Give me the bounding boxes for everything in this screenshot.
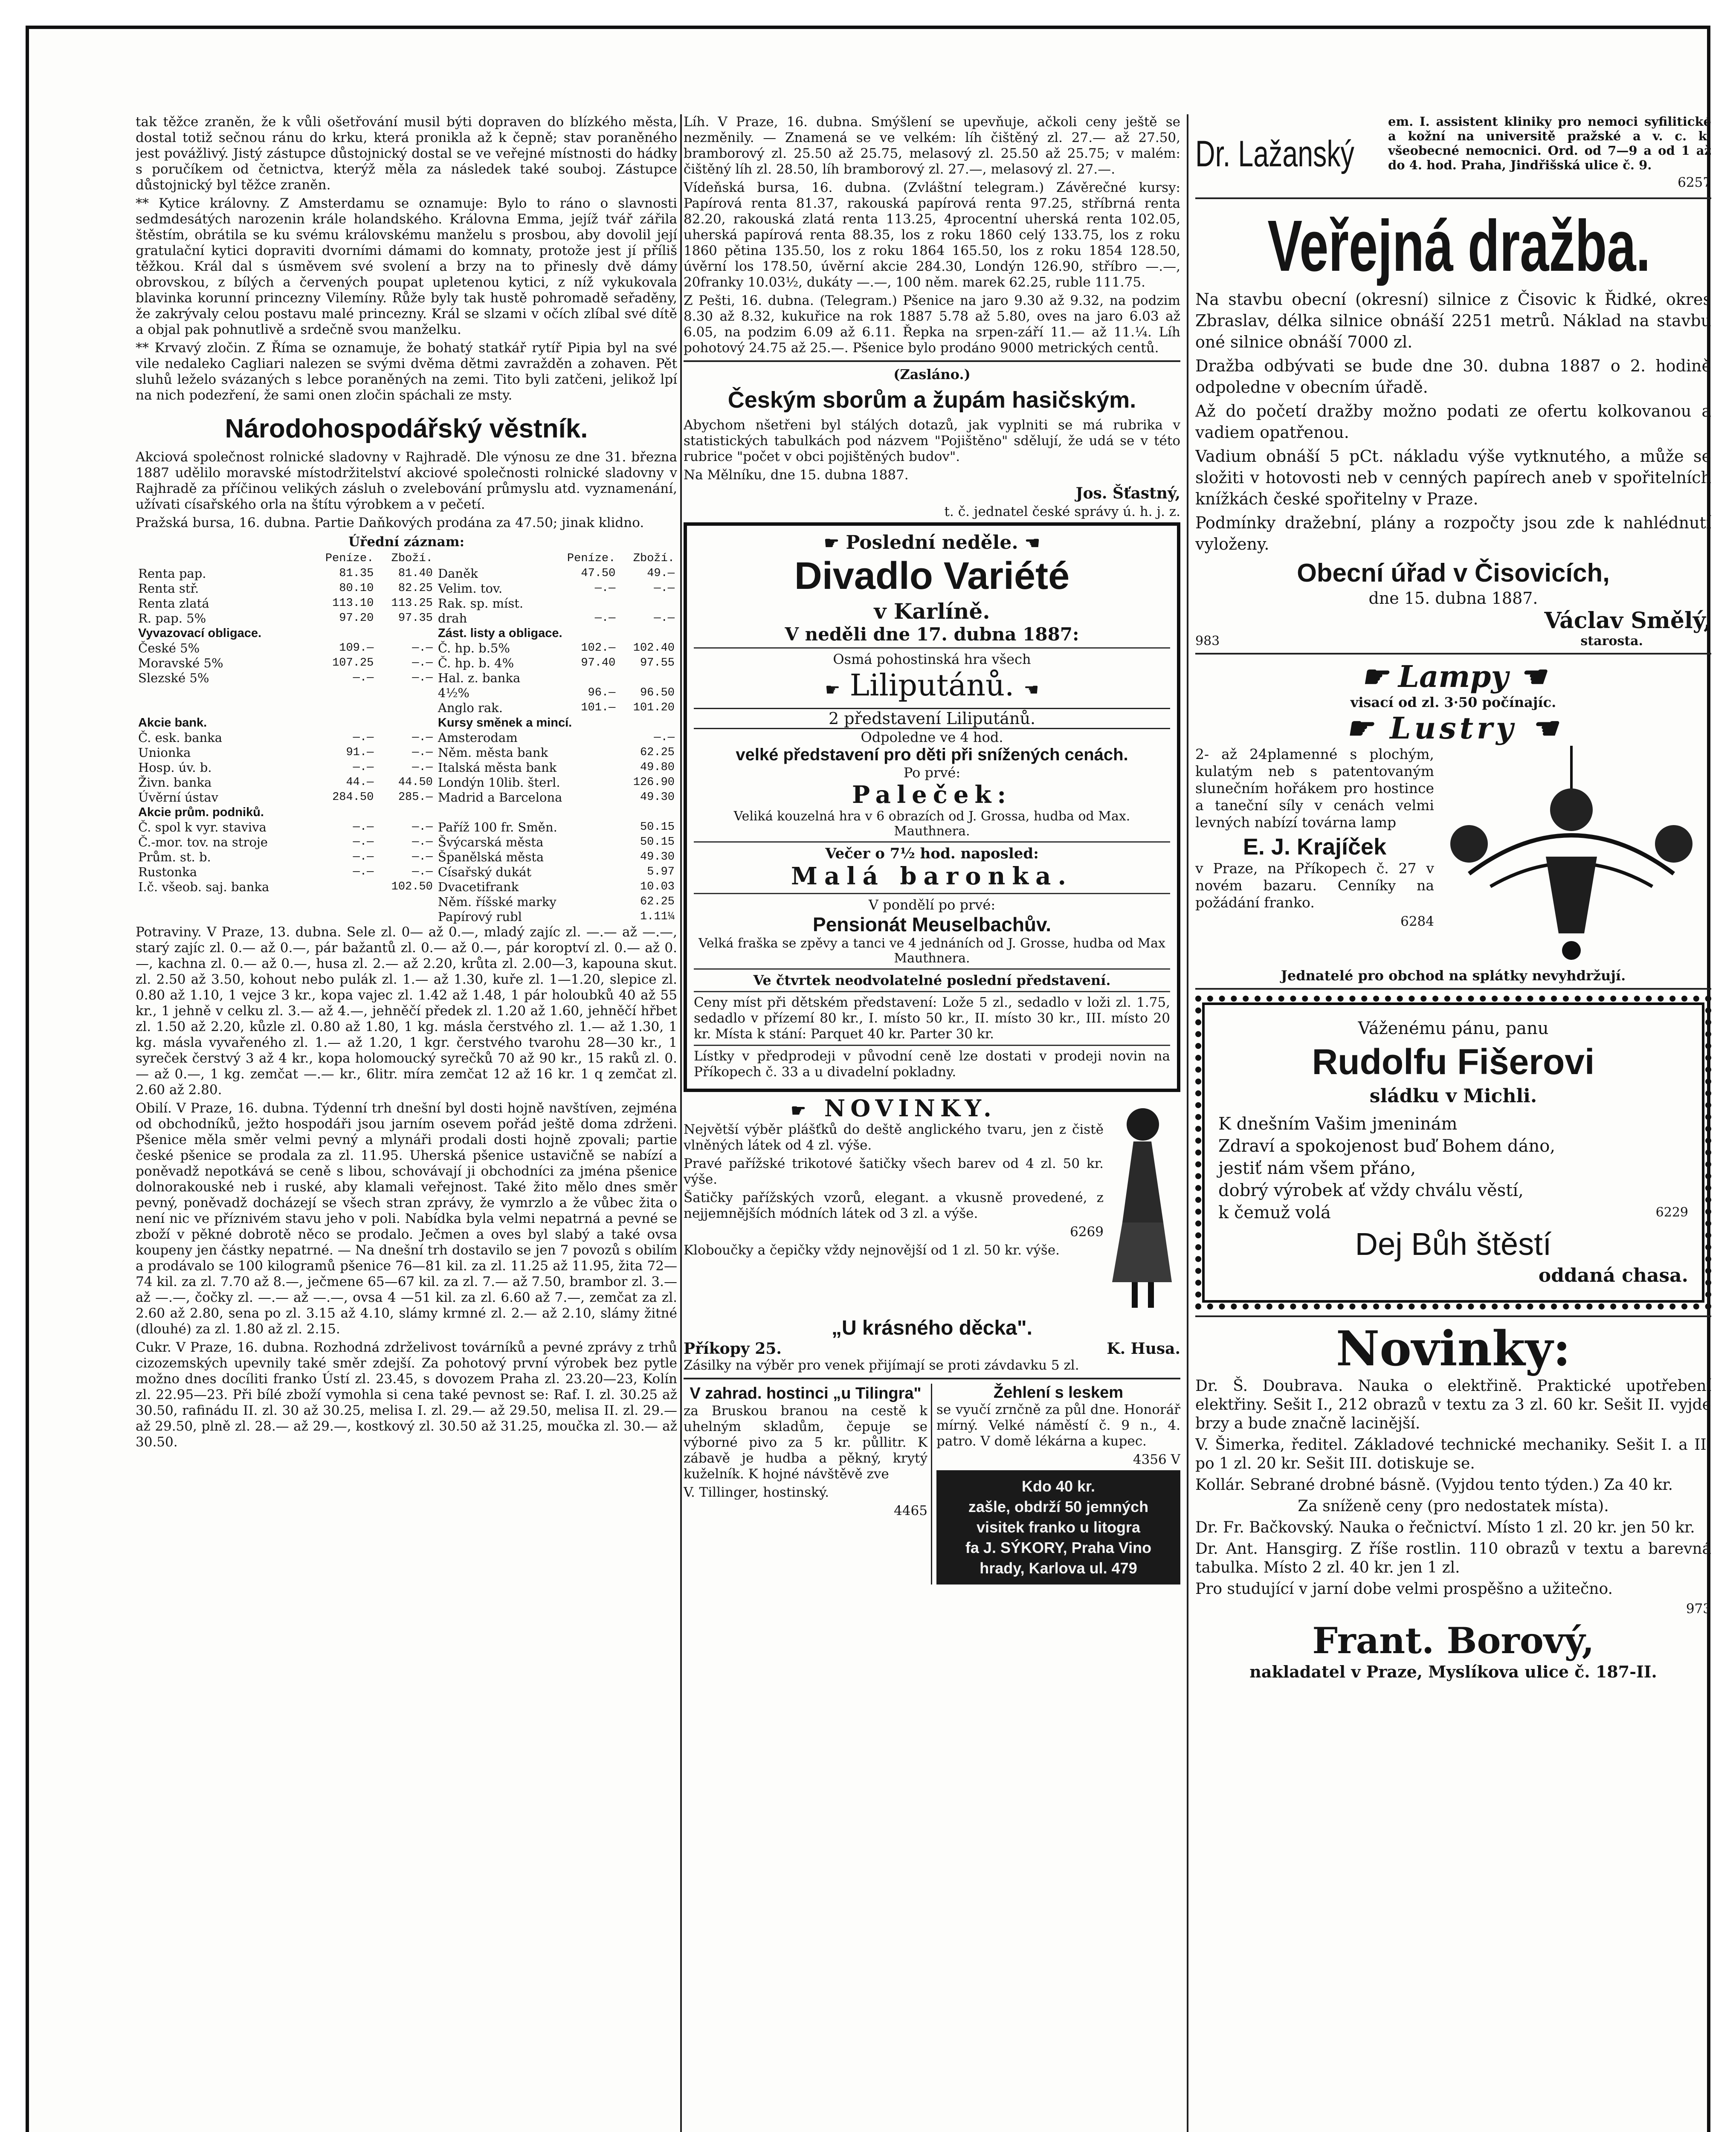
zaslano-place: Na Mělníku, dne 15. dubna 1887. bbox=[684, 467, 909, 483]
novinky-item: Pravé pařížské trikotové šatičky všech barev od 4 zl. 50 kr. výše. bbox=[684, 1156, 1104, 1187]
ticket-prices: Ceny míst při dětském představení: Lože 5 zl., sedadlo v loži zl. 1.75, sedadlo v přízemí 80 kr., I. místo 50 kr., II. místo 30 kr., III. místo 20 kr. Místa k stání: Parquet 40 kr. Parter 30 kr. bbox=[694, 995, 1170, 1042]
zaslano-label: (Zasláno.) bbox=[893, 366, 971, 382]
novinky-item: Kloboučky a čepičky vždy nejnovější od 1 zl. 50 kr. výše. bbox=[684, 1243, 1060, 1258]
column-left bbox=[136, 114, 677, 2132]
auction-text: Vadium obnáší 5 pCt. nákladu výše vytknutého, a může se složiti v hotovosti neb v cenných papírech aneb v spořitelních knížkách české spořitelny v Praze. bbox=[1195, 447, 1711, 508]
novinky-item: Největší výběr plášťků do deště anglického tvaru, jen z čistě vlněných látek od 4 zl. výše. bbox=[684, 1122, 1104, 1153]
divider bbox=[1195, 197, 1711, 199]
table-row: Něm. říšské marky 62.25 bbox=[438, 895, 675, 909]
divider bbox=[1195, 988, 1711, 990]
greeting-blessing: Dej Bůh štěstí bbox=[1355, 1226, 1552, 1262]
market-paragraph: Potraviny. V Praze, 13. dubna. Sele zl. 0— až 0.—, mladý zajíc zl. —.— až —.—, starý zajíc zl. 0.— až 0.—, pár bažantů zl. 0.— až 0.—, pár koroptví zl. 0.— až 0.—, kachna zl. 0.— až 0.—, husa zl. 2.— až 2.20, krůta zl. 2.00—3, kapouna skut. zl. 2.50 až 3.50, kohout nebo pulák zl. 1.— až 1.30, kuře zl. 1—1.20, slepice zl. 0.80 až 1.10, 1 vejce 3 kr., kopa vajec zl. 1.42 až 1.48, 1 pár holoubků 40 až 55 kr., 1 jehně v celku zl. 3.— až 4.—, jehněčí předek zl. 1.20 až 1.60, jehněčí hřbet zl. 1.50 až 2.20, kůzle zl. 0.80 až 1.80, 1 kg. másla čerstvého zl. 1.— až 1.30, 1 kg. másla vyvařeného zl. 1.— až 1.20, 1 kgr. čerstvého tvarohu 28—30 kr., 1 syreček čerstvý 3 až 4 kr., kopa holomoucký syrečků 70 až 90 kr., 15 raků zl. 0.— až 0.—, 1 kg. zemčat —.— kr., 6litr. míra zemčat 12 až 16 kr. 1 q zemčat zl. 2.60 až 2.80. bbox=[136, 924, 677, 1098]
show-banner: 2 představení Liliputánů. bbox=[694, 708, 1170, 729]
play-title: Pensionát Meuselbachův. bbox=[813, 913, 1051, 936]
show-headline: velké představení pro děti při snížených cenách. bbox=[736, 745, 1128, 764]
zaslano-title: Českým sborům a župám hasičským. bbox=[727, 387, 1136, 413]
zaslano-signature: Jos. Šťastný, bbox=[1075, 484, 1180, 502]
ad-number: 6257 bbox=[1678, 175, 1711, 190]
ironing-text: se vyučí zrnčně za půl dne. Honorář mírný. Velké náměstí č. 9 n., 4. patro. V domě lékárna a kupec. bbox=[936, 1402, 1180, 1449]
novinky-ad bbox=[684, 1095, 1180, 1316]
table-row: Slezské 5% —.— —.— Hal. z. banka bbox=[138, 671, 521, 685]
pointing-hand-left-icon: ☚ bbox=[1024, 533, 1040, 553]
news-paragraph: ** Kytice královny. Z Amsterdamu se oznamuje: Bylo to ráno o slavnosti sedmdesátých narozenin krále holandského. Královna Emma, jejíž tvář zářila štěstím, obrátila se ku svému královskému manželu s prosbou, aby dovolil její gratulační kytici dopraviti dvorními dámami do komnaty, protože jest jí příliš těžkou. Král dal s úsměvem své svolení a brzy na to přinesly dvě dámy obrovskou, z bílých a červených poupat upletenou kytici, z níž vykukovala blavinka korunní princezny Vilemíny. Růže byly tak hustě pohromadě seřaděny, že zakrývaly celou postavu malé princezny. Král se slzami v očích zlíbal své dítě a objal pak pohnutlivě a srdečně svou manželku. bbox=[136, 196, 677, 337]
pointing-hand-left-icon: ☚ bbox=[1530, 710, 1561, 746]
lazansky-ad bbox=[1195, 114, 1711, 193]
books-title: Novinky: bbox=[1336, 1321, 1571, 1377]
tilinger-title: V zahrad. hostinci „u Tilingra" bbox=[690, 1385, 922, 1402]
books-ad bbox=[1195, 1321, 1711, 1681]
table-row: Živn. banka 44.— 44.50 Londýn 10lib. šterl. 126.90 bbox=[138, 775, 675, 790]
municipality-date: dne 15. dubna 1887. bbox=[1368, 589, 1538, 608]
bourse-intro: Pražská bursa, 16. dubna. Partie Daňkových prodána za 47.50; jinak klidno. bbox=[136, 515, 644, 530]
table-row: České 5% 109.— —.— Č. hp. b.5% 102.— 102.40 bbox=[138, 641, 675, 655]
divider bbox=[1195, 1315, 1711, 1317]
auction-text: Dražba odbývati se bude dne 30. dubna 1887 o 2. hodině odpoledne v obecním úřadě. bbox=[1195, 356, 1711, 397]
greeting-role: sládku v Michli. bbox=[1369, 1085, 1537, 1107]
merchant-address: v Praze, na Příkopech č. 27 v novém bazaru. Cenníky na požádání franko. bbox=[1195, 860, 1434, 911]
mayor-signature: Václav Smělý, bbox=[1544, 608, 1711, 634]
show-date: V neděli dne 17. dubna 1887: bbox=[785, 624, 1079, 645]
table-row: Unionka 91.— —.— Něm. města bank 62.25 bbox=[138, 745, 675, 760]
table-row: Renta pap. 81.35 81.40 Daněk 47.50 49.— bbox=[138, 566, 675, 581]
divider bbox=[694, 991, 1170, 992]
book-item: V. Šimerka, ředitel. Základové technické mechaniky. Sešit I. a II. po 1 zl. 20 kr. Sešit III. dotiskuje se. bbox=[1195, 1436, 1711, 1472]
divider bbox=[694, 1045, 1170, 1046]
ticket-sales: Lístky v předprodeji v původní ceně lze dostati v prodeji novin na Příkopech č. 33 a u divadelní pokladny. bbox=[694, 1049, 1170, 1080]
table-row: Anglo rak. 101.— 101.20 bbox=[438, 701, 675, 715]
greeting-name: Rudolfu Fišerovi bbox=[1312, 1042, 1595, 1082]
auction-text: Na stavbu obecní (okresní) silnice z Čisovic k Řidké, okres Zbraslav, délka silnice obnáší 2251 metrů. Náklad na stavbu oné silnice obnáší 7000 zl. bbox=[1195, 290, 1711, 351]
column-right bbox=[1195, 114, 1711, 2132]
pointing-hand-left-icon: ☚ bbox=[1519, 659, 1546, 694]
book-item: Pro studující v jarní dobe velmi prospěšno a užitečno. bbox=[1195, 1580, 1613, 1598]
column-divider bbox=[680, 114, 682, 2132]
divider bbox=[694, 647, 1170, 649]
table-row: Papírový rubl 1.11¼ bbox=[438, 910, 675, 924]
merchant-name: E. J. Krajíček bbox=[1243, 834, 1387, 860]
column-divider bbox=[1187, 114, 1188, 2132]
book-item: Za sníženě ceny (pro nedostatek místa). bbox=[1298, 1498, 1609, 1515]
municipality-name: Obecní úřad v Čisovicích, bbox=[1297, 559, 1610, 587]
book-item: Dr. Fr. Bačkovský. Nauka o řečnictví. Místo 1 zl. 20 kr. jen 50 kr. bbox=[1195, 1519, 1695, 1536]
ad-number: 4356 V bbox=[1133, 1452, 1180, 1467]
girl-dress-illustration bbox=[1104, 1095, 1180, 1316]
show-name: ☛ Liliputánů. ☚ bbox=[694, 667, 1170, 708]
novinky-item: Zásilky na výběr pro venek přijímají se proti závdavku 5 zl. bbox=[684, 1358, 1079, 1373]
divider bbox=[684, 1378, 1180, 1379]
pointing-hand-right-icon: ☛ bbox=[1361, 659, 1388, 694]
book-item: Dr. Ant. Hansgirg. Z říše rostlin. 110 obrazů v textu a barevná tabulka. Místo 2 zl. 40 kr. jen 1 zl. bbox=[1195, 1540, 1711, 1576]
ad-number: 6269 bbox=[1070, 1224, 1104, 1240]
novinky-item: Šatičky pařížských vzorů, elegant. a vkusně provedené, z nejjemnějších módních látek od 3 zl. a výše. bbox=[684, 1190, 1104, 1221]
tilinger-ad bbox=[684, 1384, 932, 1585]
chandelier-illustration bbox=[1439, 746, 1704, 968]
greeting-signature: oddaná chasa. bbox=[1538, 1265, 1688, 1286]
table-row: Č.-mor. tov. na stroje —.— —.— Švýcarská města 50.15 bbox=[138, 835, 675, 849]
book-item: Dr. Š. Doubrava. Nauka o elektřině. Praktické upotřebení elektřiny. Sešit I., 212 obrazů v textu za 3 zl. 60 kr. Sešit II. vyjde brzy a bude značně lacinější. bbox=[1195, 1377, 1711, 1432]
lamp-ad bbox=[1195, 659, 1711, 984]
play-description: Velká fraška se zpěvy a tanci ve 4 jednáních od J. Grosse, hudba od Max Mauthnera. bbox=[698, 936, 1165, 966]
divider bbox=[684, 360, 1180, 362]
table-subheader-row: Akcie prům. podniků. bbox=[138, 805, 264, 819]
show-text: Osmá pohostinská hra všech bbox=[833, 651, 1031, 667]
news-paragraph: tak těžce zraněn, že k vůli ošetřování musil býti dopraven do blízkého města, dostal totiž sečnou ránu do krku, která pronikla až k čepně; stav poraněného jest povážlivý. Jistý zástupce důstojnický dostal se ve veřejné místnosti do hádky s poručíkem od četnictva, kterýž měla za následek také souboj. Zástupce důstojnický byl těžce zraněn. bbox=[136, 114, 677, 193]
newspaper-page bbox=[26, 26, 1710, 2132]
ad-number: 973 bbox=[1686, 1601, 1711, 1616]
pointing-hand-right-icon: ☛ bbox=[825, 680, 840, 700]
table-row: Renta stř. 80.10 82.25 Velim. tov. —.— —.— bbox=[138, 581, 675, 596]
table-row: Renta zlatá 113.10 113.25 Rak. sp. míst. bbox=[138, 596, 524, 611]
show-text: V pondělí po prvé: bbox=[868, 897, 996, 913]
play-title: Paleček: bbox=[852, 781, 1012, 809]
table-row: Č. esk. banka —.— —.— Amsterodam —.— bbox=[138, 730, 675, 745]
varieté-ad bbox=[684, 522, 1180, 1092]
news-paragraph: Líh. V Praze, 16. dubna. Smýšlení se upevňuje, ačkoli ceny ještě se nezměnily. — Znamená se ve velkém: líh čištěný zl. 27.— až 27.50, bramborový zl. 25.50 až 25.75, melasový zl. 25.50 až 25.75; v malém: čištěný líh zl. 28.50, líh bramborový zl. 27.—, melasový zl. 27.—. bbox=[684, 114, 1180, 177]
novinky-title: ☛ NOVINKY. bbox=[791, 1095, 997, 1122]
official-heading: Úřední záznam: bbox=[348, 534, 465, 550]
lamp-heading: ☛ Lampy ☚ bbox=[1361, 659, 1546, 694]
play-title: Malá baronka. bbox=[791, 862, 1073, 890]
table-row: Prům. st. b. —.— —.— Španělská města 49.30 bbox=[138, 850, 675, 864]
econ-paragraph: Akciová společnost rolnické sladovny v Rajhradě. Dle výnosu ze dne 31. března 1887 udělilo moravské místodržitelství akciové společnosti rolnické sladovny v Rajhradě za příčinou velikých zásluh o zvelebování průmyslu atd. vyznamenání, užívati císařského orla na štítu výrobkem a v pečetí. bbox=[136, 449, 677, 512]
table-header-row: Peníze. Zboží. Peníze. Zboží. bbox=[325, 552, 675, 565]
pointing-hand-left-icon: ☚ bbox=[1023, 680, 1039, 700]
doctor-name: Dr. Lažanský bbox=[1195, 133, 1354, 174]
auction-title: Veřejná dražba. bbox=[1267, 206, 1651, 287]
mayor-role: starosta. bbox=[1580, 634, 1643, 649]
auction-text: Podmínky dražební, plány a rozpočty jsou zde k nahlédnutí vyloženy. bbox=[1195, 513, 1711, 553]
column-middle bbox=[684, 114, 1180, 2132]
section-title: Národohospodářský věstník. bbox=[225, 414, 588, 443]
publisher-name: Frant. Borový, bbox=[1312, 1619, 1594, 1662]
ad-number: 983 bbox=[1195, 634, 1220, 649]
zaslano-role: t. č. jednatel české správy ú. h. j. z. bbox=[944, 504, 1180, 519]
table-row: Úvěrní ústav 284.50 285.— Madrid a Barcelona 49.30 bbox=[138, 790, 675, 805]
news-paragraph: Vídeňská bursa, 16. dubna. (Zvláštní telegram.) Závěrečné kursy: Papírová renta 81.37, rakouská papírová renta 97.25, stříbrná renta 82.20, rakouská zlatá renta 113.25, 4procentní uherská renta 102.05, uherská papírová renta 88.35, los z roku 1860 celý 133.75, los z roku 1860 pětina 135.50, los z roku 1864 165.50, los z roku 1854 128.50, úvěrní los 178.50, úvěrní akcie 284.30, Londýn 126.90, stříbro —.—, 20franky 10.03½, dukáty —.—, 100 něm. marek 62.25, ruble 111.75. bbox=[684, 180, 1180, 290]
ironing-title: Žehlení s leskem bbox=[993, 1384, 1124, 1402]
news-paragraph: Z Pešti, 16. dubna. (Telegram.) Pšenice na jaro 9.30 až 9.32, na podzim 8.30 až 8.32, kukuřice na rok 1887 5.78 až 5.80, oves na jaro 6.03 až 6.05, na podzim 6.09 až 6.11. Řepka na srpen-září 11.— až 11.¼. Líh pohotový 24.75 až 25.—. Pšenice bylo prodáno 9000 metrických centů. bbox=[684, 293, 1180, 356]
chandelier-heading: ☛ Lustry ☚ bbox=[1346, 710, 1561, 746]
shop-address: Příkopy 25. bbox=[684, 1340, 782, 1358]
zaslano-text: Abychom nšetřeni byl stálých dotazů, jak vyplniti se má rubrika v statistických tabulkách pod názvem "Pojištěno" sdělují, že udá se v této rubrice "počet v obci pojištěných budov". bbox=[684, 417, 1180, 464]
chandelier-text: 2- až 24plamenné s plochým, kulatým neb s patentovaným slunečním hořákem pro hostince a taneční síly v cenách velmi levných nabízí továrna lamp bbox=[1195, 746, 1434, 831]
book-item: Kollár. Sebrané drobné básně. (Vyjdou tento týden.) Za 40 kr. bbox=[1195, 1476, 1673, 1494]
lamp-subtitle: visací od zl. 3·50 počínajíc. bbox=[1350, 694, 1556, 710]
pointing-hand-right-icon: ☛ bbox=[791, 1101, 811, 1121]
auction-text: Až do početí dražby možno podati ze ofertu kolkovanou a vadiem opatřenou. bbox=[1195, 402, 1711, 442]
shop-owner: K. Husa. bbox=[1107, 1340, 1180, 1358]
table-row: R. pap. 5% 97.20 97.35 drah —.— —.— bbox=[138, 611, 675, 626]
doctor-text: em. I. assistent kliniky pro nemoci syfilitické a kožní na universitě pražské a v. c. k. všeobecné nemocnici. Ord. od 7—9 a od 1 až do 4. hod. Praha, Jindřišská ulice č. 9. bbox=[1388, 114, 1711, 172]
market-paragraph: Cukr. V Praze, 16. dubna. Rozhodná zdrželivost továrníků a pevné zprávy z trhů cizozemských upevnily také směr zdejší. Za pohotový první výrobek bez pytle možno dnes docíliti franko Ústí zl. 23.45, s dovozem Praha zl. 23.20—23, Kolín zl. 22.95—23. Při bílé zboží vymohla si cena také pevnost se: Raf. I. zl. 30.25 až 30.50, rafinádu II. zl. 30 až 30.25, melisa I. zl. 29.— až 29.50, melisa II. zl. 29.— až 29.50, plně zl. 28.— až 29.—, kostkový zl. 30.50 až 31.25, moučka zl. 30.— až 30.50. bbox=[136, 1340, 677, 1450]
theater-place: v Karlíně. bbox=[874, 599, 990, 624]
shop-name: „U krásného děcka". bbox=[832, 1317, 1032, 1339]
divider bbox=[694, 841, 1170, 843]
divider bbox=[1195, 653, 1711, 655]
rates-table bbox=[136, 551, 677, 924]
merchant-note: Jednatelé pro obchod na splátky nevyhdržují. bbox=[1281, 968, 1626, 984]
greeting-line: Váženému pánu, panu bbox=[1358, 1019, 1549, 1038]
publisher-address: nakladatel v Praze, Myslíkova ulice č. 187-II. bbox=[1249, 1662, 1657, 1681]
pointing-hand-right-icon: ☛ bbox=[1346, 710, 1376, 746]
ironing-ad bbox=[936, 1384, 1180, 1585]
news-paragraph: ** Krvavý zločin. Z Říma se oznamuje, že bohatý statkář rytíř Pipia byl na své vile nedaleko Cagliari nalezen se svými dvěma dětmi zavražděn a zohaven. Pět sluhů leželo svázaných s lebce poraněných na zemi. Tito byli zatčeni, jelikož lpí na nich podezření, že sami onen zločin spáchali ze msty. bbox=[136, 340, 677, 403]
nameday-greeting-box bbox=[1195, 996, 1711, 1309]
table-row: Moravské 5% 107.25 —.— Č. hp. b. 4% 97.40 97.55 bbox=[138, 656, 675, 670]
table-subheader-row: Akcie bank. Kursy směnek a mincí. bbox=[138, 716, 572, 730]
divider bbox=[694, 968, 1170, 970]
bottom-ads-row bbox=[684, 1384, 1180, 1585]
show-time: Večer o 7½ hod. naposled: bbox=[825, 845, 1039, 862]
ad-number: 4465 bbox=[894, 1503, 927, 1518]
table-row: Hosp. úv. b. —.— —.— Italská města bank 49.80 bbox=[138, 760, 675, 775]
pointing-hand-right-icon: ☛ bbox=[824, 533, 840, 553]
ad-top-line: ☛ Poslední neděle. ☚ bbox=[824, 532, 1040, 553]
show-time: Odpoledne ve 4 hod. bbox=[861, 729, 1003, 745]
table-row: I.č. všeob. saj. banka 102.50 Dvacetifrank 10.03 bbox=[138, 880, 675, 894]
table-row: Č. spol k vyr. staviva —.— —.— Paříž 100 fr. Směn. 50.15 bbox=[138, 820, 675, 834]
greeting-poem: K dnešním Vašim jmeninám Zdraví a spokojenost buď Bohem dáno, jestiť nám všem přáno, dobrý výrobek ať vždy chválu věstí, k čemuž volá 6229 bbox=[1218, 1113, 1688, 1224]
show-note: Ve čtvrtek neodvolatelné poslední představení. bbox=[753, 972, 1111, 988]
table-subheader-row: Vyvazovací obligace. Zást. listy a obligace. bbox=[138, 626, 562, 640]
visiting-card-ad: Kdo 40 kr. zašle, obdrží 50 jemných visitek franko u litogra fa J. SÝKORY, Praha Vino hrady, Karlova ul. 479 bbox=[936, 1470, 1180, 1585]
table-row: 4½% 96.— 96.50 bbox=[438, 686, 675, 700]
show-text: Po prvé: bbox=[903, 765, 961, 781]
theater-title: Divadlo Variété bbox=[794, 555, 1070, 597]
ad-number: 6229 bbox=[1655, 1205, 1688, 1220]
table-row: Rustonka —.— —.— Císařský dukát 5.97 bbox=[138, 865, 675, 879]
tilinger-sign: V. Tillinger, hostinský. bbox=[684, 1485, 829, 1500]
play-description: Veliká kouzelná hra v 6 obrazích od J. Grossa, hudba od Max. Mauthnera. bbox=[733, 809, 1130, 839]
ad-number: 6284 bbox=[1400, 914, 1434, 929]
tilinger-text: za Bruskou branou na cestě k uhelným skladům, čepuje se výborné pivo za 5 kr. půllitr. K zábavě je hudba a pěkný, krytý kuželník. K hojné návštěvě zve bbox=[684, 1403, 927, 1482]
divider bbox=[694, 893, 1170, 894]
market-paragraph: Obilí. V Praze, 16. dubna. Týdenní trh dnešní byl dosti hojně navštíven, zejména od obchodníků, ježto hospodáři jsou jarním osevem pořád ještě doma zdrženi. Pšenice měla směr velmi pevný a mlynáři prodali dosti hojně zpovali; partie české pšenice se prodala za zl. 11.95. Uherská pšenice ustavičně se nabízí a poněvadž nepotkává se ceně s libou, schovávají ji obchodníci za jména pšenice dolnorakouské neb i ruské, aby klamali veřejnost. Také žito mělo dnes směr pevný, poněvadž docházejí se všech stran zprávy, že vymrzlo a že vůbec žita o není nic ve příznivém stavu jeho v poli. Nabídka byla velmi nepatrná a pevné se zboží v pěkné dobrotě něco se prodalo. Ječmen a oves byl slabý a také ovsa koupeny jen částky nepatrné. — Na dnešní trh dostavilo se jen 7 povozů s obilím a prodávalo se 100 kilogramů pšenice 76—81 kil. za zl. 11.25 až 11.95, žita 72—74 kil. za zl. 7.70 až 8.—, ječmene 65—67 kil. za zl. 7.— až 7.50, brambor zl. 3.— až —.—, čočky zl. —.— až —.—, ovsa 4 —51 kil. za zl. 6.60 až 7.—, zemčat za zl. 2.60 až 2.80, sena po zl. 3.15 až 4.10, slámy krmné zl. 2.— až 2.10, slámy žitné (dlouhé) za zl. 1.80 až zl. 2.15. bbox=[136, 1101, 677, 1337]
